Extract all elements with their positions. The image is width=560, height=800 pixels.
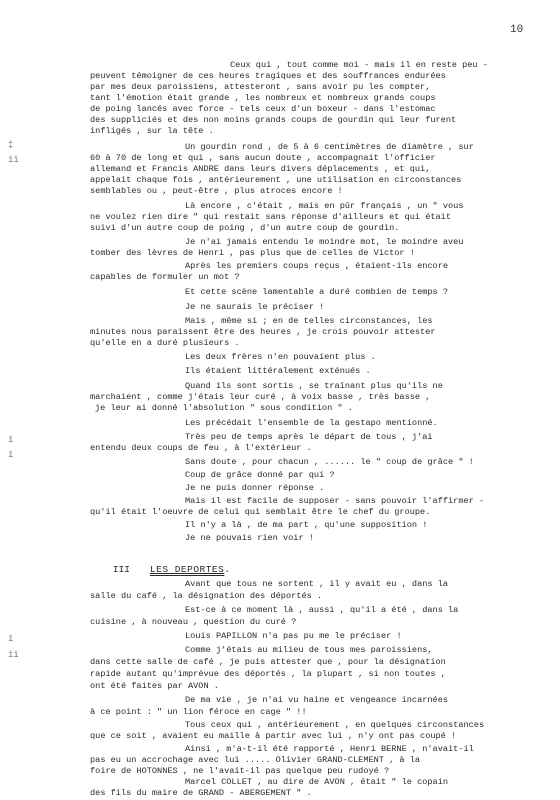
text-line: entendu deux coups de feu , à l'extérieur . [90, 443, 312, 453]
text-line: Les précédait l'ensemble de la gestapo mentionné. [185, 418, 438, 428]
margin-mark: ïï [8, 155, 19, 165]
text-line: que ce soit , avaient eu maille à partir avec lui , n'y ont pas coupé ! [90, 731, 457, 741]
text-line: des fils du maire de GRAND - ABERGEMENT " . [90, 788, 312, 798]
text-line: minutes nous paraissent être des heures , je crois pouvoir attester [90, 327, 436, 337]
text-line: qu'elle en a duré plusieurs . [90, 338, 240, 348]
text-line: Je n'ai jamais entendu le moindre mot, le moindre aveu [185, 237, 464, 247]
text-line: dans cette salle de café , je puis attester que , pour la désignation [90, 657, 446, 667]
text-line: Très peu de temps après le départ de tous , j'ai [185, 432, 433, 442]
text-line: 60 à 70 de long et qui , sans aucun doute , accompagnait l'officier [90, 153, 436, 163]
text-line: salle du café , la désignation des déportés . [90, 591, 323, 601]
section-title: LES DEPORTES [149, 564, 225, 575]
text-line: Mais il est facile de supposer - sans pouvoir l'affirmer - [185, 496, 485, 506]
text-line: tant l'émotion était grande , les nombreux et nombreux grands coups [90, 93, 436, 103]
text-line: Coup de grâce donné par qui ? [185, 470, 335, 480]
text-line: Je ne pouvais rien voir ! [185, 533, 314, 543]
text-line: par mes deux paroissiens, attesteront , sans avoir pu les compter, [90, 82, 431, 92]
text-line: Sans doute , pour chacun , ...... le " coup de grâce " ! [185, 457, 474, 467]
text-line: Après les premiers coups reçus , étaient-ils encore [185, 261, 449, 271]
text-line: Comme j'étais au milieu de tous mes paroissiens, [185, 645, 433, 655]
text-line: Il n'y a là , de ma part , qu'une supposition ! [185, 520, 428, 530]
text-line: Je ne saurais le préciser ! [185, 302, 325, 312]
text-line: de poing lancés avec force - tels ceux d'un boxeur - dans l'estomac [90, 104, 436, 114]
text-line: Là encore , c'était , mais en pûr français , un " vous [185, 201, 464, 211]
margin-mark: ï [8, 435, 14, 445]
text-line: capables de formuler un mot ? [90, 272, 240, 282]
text-line: je leur ai donné l'absolution " sous condition " . [95, 403, 353, 413]
text-line: ont été faites par AVON . [90, 681, 219, 691]
text-line: De ma vie , je n'ai vu haine et vengeance incarnées [185, 695, 449, 705]
text-line: cuisine , à nouveau , question du curé ? [90, 617, 297, 627]
margin-mark: ï [8, 450, 14, 460]
text-line: Les deux frères n'en pouvaient plus . [185, 352, 376, 362]
text-line: marchaient , comme j'étais leur curé , à voix basse , très basse , [90, 392, 431, 402]
text-line: suivi d'un autre coup de poing , d'un autre coup de gourdin. [90, 223, 400, 233]
text-line: foire de HOTONNES , ne l'avait-il pas quelque peu rudoyé ? [90, 766, 390, 776]
margin-mark: ïï [8, 650, 19, 660]
text-line: Louis PAPILLON n'a pas pu me le préciser ! [185, 631, 402, 641]
text-line: Et cette scène lamentable a duré combien de temps ? [185, 287, 449, 297]
text-line: Ils étaient littéralement exténués . [185, 366, 371, 376]
text-line: Quand ils sont sortis , se traînant plus qu'ils ne [185, 381, 443, 391]
text-line: ne voulez rien dire " qui restait sans réponse d'ailleurs et qui était [90, 212, 451, 222]
page-number: 10 [510, 24, 524, 36]
text-line: Ainsi , m'a-t-il été rapporté , Henri BERNE , n'avait-il [185, 744, 474, 754]
text-line: à ce point : " un lion féroce en cage " !! [90, 707, 307, 717]
text-line: peuvent témoigner de ces heures tragiques et des souffrances endurées [90, 71, 446, 81]
margin-mark: ‡ [8, 140, 14, 150]
text-line: qu'il était l'oeuvre de celui qui semblait être le chef du groupe. [90, 507, 431, 517]
text-line: infligés , sur la tête . [90, 126, 214, 136]
text-line: Est-ce à ce moment là , aussi , qu'il a été , dans la [185, 605, 459, 615]
text-line: Je ne puis donner réponse . [185, 483, 325, 493]
section-title-suffix: . [224, 564, 231, 575]
text-line: Un gourdin rond , de 5 à 6 centimètres de diamètre , sur [185, 142, 474, 152]
text-line: Mais , même si ; en de telles circonstances, les [185, 316, 433, 326]
text-line: Ceux qui , tout comme moi - mais il en reste peu - [230, 60, 488, 70]
text-line: Avant que tous ne sortent , il y avait eu , dans la [185, 579, 449, 589]
text-line: Marcel COLLET , au dire de AVON , était " le copain [185, 777, 449, 787]
text-line: Tous ceux qui , antérieurement , en quelques circonstances [185, 720, 485, 730]
text-line: pas eu un accrochage avec lui ..... Olivier GRAND-CLEMENT , à la [90, 755, 421, 765]
text-line: allemand et Francis ANDRE dans leurs divers déplacements , et qui, [90, 164, 431, 174]
text-line: rapide autant qu'imprévue des déportés , la plupart , si non toutes , [90, 669, 446, 679]
text-line: semblables ou , peut-être , plus atroces encore ! [90, 186, 343, 196]
margin-mark: ï [8, 634, 14, 644]
text-line: tomber des lèvres de Henri , pas plus que de celles de Victor ! [90, 248, 415, 258]
text-line: des suppliciés et des non moins grands coups de gourdin qui leur furent [90, 115, 457, 125]
section-number: III [112, 564, 130, 575]
text-line: appelait chaque fois , antérieurement , une utilisation en circonstances [90, 175, 462, 185]
